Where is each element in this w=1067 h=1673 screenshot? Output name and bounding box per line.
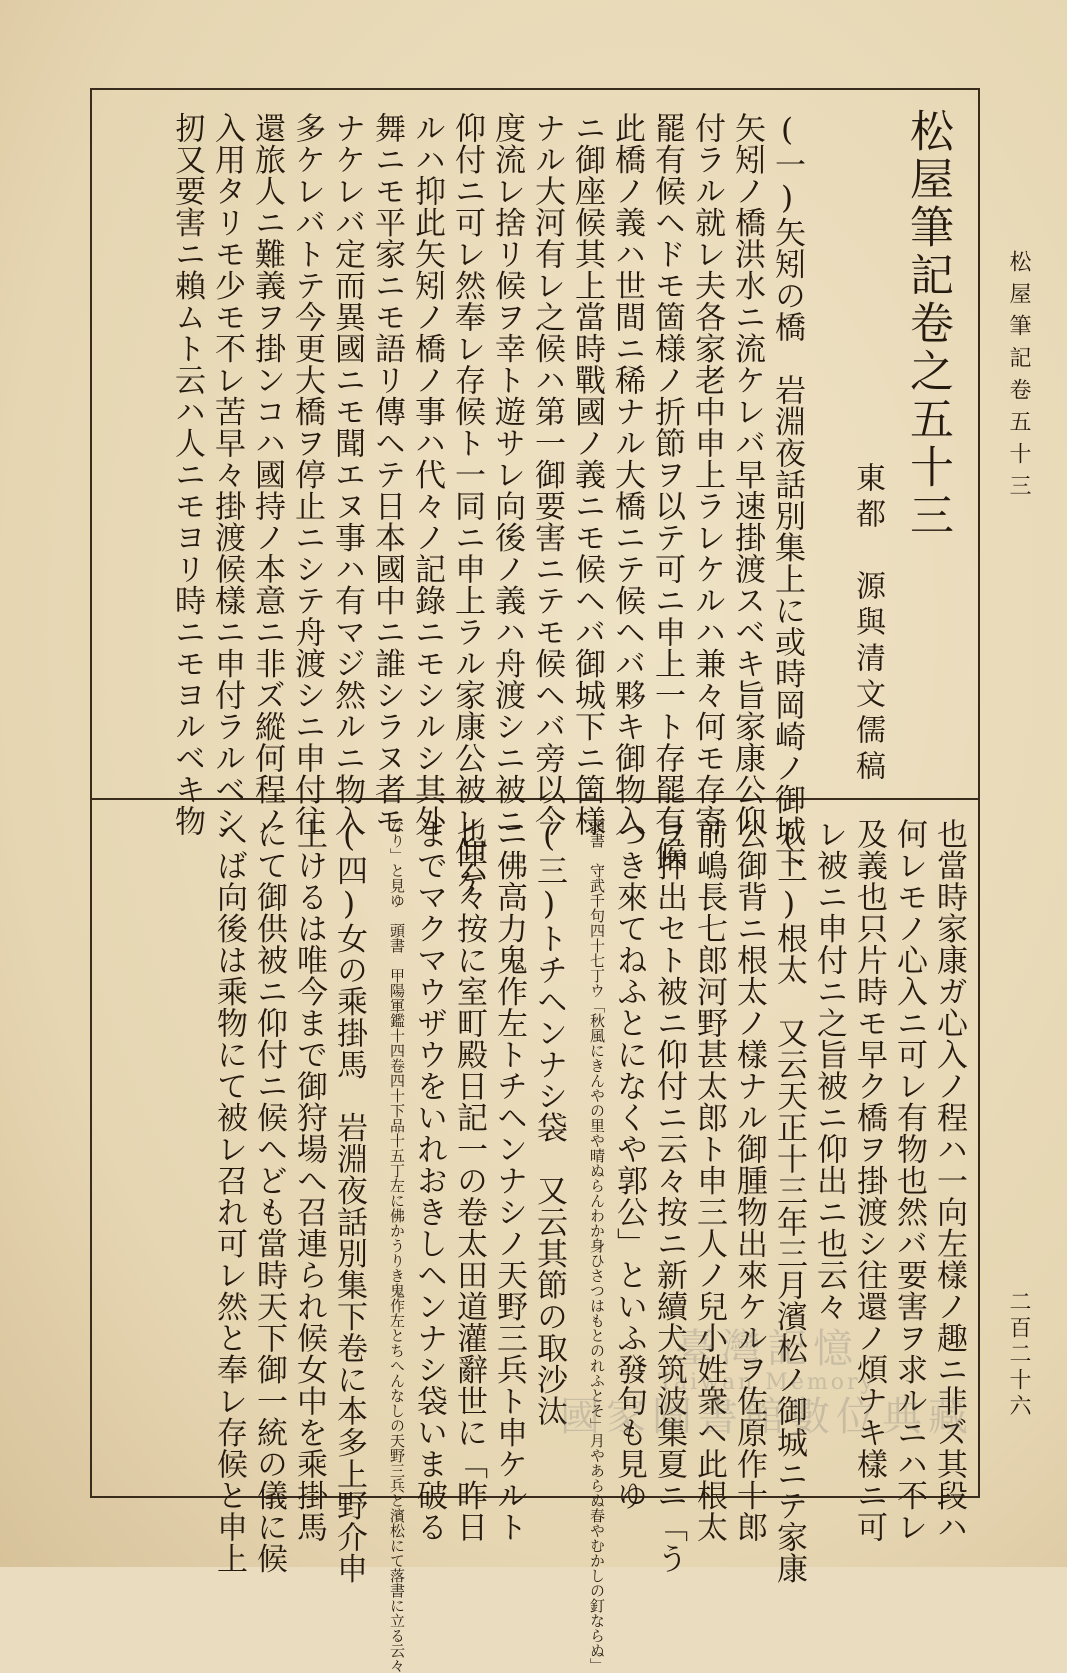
lower-text-column: までマクマウザウをいれおきしヘンナシ袋いま破る — [411, 818, 447, 1543]
lower-text-column: (二)根太 又云天正十三年三月濱松ノ御城ニテ家康 — [771, 818, 807, 1584]
watermark-title: 臺灣記憶 — [675, 1326, 859, 1372]
author-byline: 東都 源與清文儒稿 — [850, 462, 885, 786]
watermark-logo — [557, 1327, 977, 1447]
lower-text-column: へば向後は乘物にて被レ召れ可レ然と奉レ存候と申上 — [211, 818, 247, 1574]
lower-text-column: 公御背ニ根太ノ樣ナル御腫物出來ケルヲ佐原作十郎 — [731, 818, 767, 1543]
lower-text-column: にて御供被ニ仰付ニ候へども當時天下御一統の儀に候 — [251, 818, 287, 1574]
upper-text-column: ナケレバ定而異國ニモ聞エヌ事ハ有マジ然ルニ物入 — [329, 112, 365, 837]
upper-text-column: ニ御座候其上當時戰國ノ義ニモ候ヘバ御城下ニ箇様 — [569, 112, 605, 837]
upper-text-column: ルハ抑此矢矧ノ橋ノ事ハ代々ノ記錄ニモシルシ其外 — [409, 112, 445, 837]
upper-text-column: 還旅人ニ難義ヲ掛ンコハ國持ノ本意ニ非ズ縱何程ノ — [249, 112, 285, 837]
upper-text-column: 入用タリモ少モ不レ苦早々掛渡候樣ニ申付ラルベシ — [209, 112, 245, 837]
lower-text-column: 上けるは唯今まで御狩場へ召連られ候女中を乘掛馬 — [291, 818, 327, 1543]
lower-text-column: 何レモノ心入ニ可レ有物也然バ要害ヲ求ルニハ不レ — [891, 818, 927, 1543]
page-number: 二百二十六 — [1006, 1290, 1031, 1420]
upper-text-column: 仰付ニ可レ然奉レ存候ト一同ニ申上ラル家康公被レ仰ケ — [449, 112, 485, 900]
upper-text-column: ナル大河有レ之候ハ第一御要害ニテモ候ヘバ旁以今 — [529, 112, 565, 837]
upper-text-column: 多ケレバトテ今更大橋ヲ停止ニシテ舟渡シニ申付往 — [289, 112, 325, 837]
lower-text-column: 也云々按に室町殿日記一の卷太田道灌辭世に「昨日 — [451, 818, 487, 1543]
headnote-column: 頭書 守武千句四十七丁ウ「秋風にきんやの里や晴ぬらんわか身ひさつはもとのれふとそ」月やあらぬ春やむかしの釘ならぬ」 — [588, 818, 606, 1673]
lower-text-column: 及義也只片時モ早ク橋ヲ掛渡シ往還ノ煩ナキ樣ニ可 — [851, 818, 887, 1543]
lower-text-column: ヲ押出セト被ニ仰付ニ云々按ニ新續犬筑波集夏ニ「う — [651, 818, 687, 1574]
upper-text-column: 扨又要害ニ賴ムト云ハ人ニモヨリ時ニモヨルベキ物 — [169, 112, 205, 837]
lower-text-column: 前嶋長七郎河野甚太郎ト申三人ノ兒小姓衆ヘ此根太 — [691, 818, 727, 1543]
headnote-column: なり」と見ゆ 頭書 甲陽軍鑑十四卷四十下品十五丁左に佛かうりき鬼作左とちへんなしの天野三兵と濱松にて落書に立る云々 — [388, 818, 406, 1673]
upper-text-column: 度流レ捨リ候ヲ幸ト遊サレ向後ノ義ハ舟渡シニ被ニ — [489, 112, 525, 837]
lower-text-column: つき來てねふとになくや郭公」といふ發句も見ゆ — [611, 818, 647, 1511]
lower-text-column: (四)女の乘掛馬 岩淵夜話別集下卷に本多上野介申 — [331, 818, 367, 1584]
running-head: 松屋筆記卷五十三 — [1006, 250, 1031, 506]
watermark-library: 國家圖書館數位典藏 — [560, 1394, 974, 1441]
lower-text-column: レ被ニ申付ニ之旨被ニ仰出ニ也云々 — [811, 818, 847, 1322]
upper-text-column: 舞ニモ平家ニモ語リ傳ヘテ日本國中ニ誰シラヌ者モ — [369, 112, 405, 837]
upper-text-column: 矢矧ノ橋洪水ニ流ケレバ早速掛渡スベキ旨家康公仰 — [729, 112, 765, 837]
lower-text-column: ニ佛高力鬼作左トチヘンナシノ天野三兵ト申ケルト — [491, 818, 527, 1543]
lower-text-column: (三)トチヘンナシ袋 又云其節の取沙汰 — [531, 818, 567, 1427]
upper-text-column: 此橋ノ義ハ世間ニ稀ナル大橋ニテ候ヘバ夥キ御物入 — [609, 112, 645, 837]
upper-text-column: 罷有候ヘドモ箇様ノ折節ヲ以テ可ニ申上一ト存罷有候 — [649, 112, 685, 868]
watermark-english: Taiwan Memory — [658, 1370, 876, 1395]
lower-text-column: 也當時家康ガ心入ノ程ハ一向左樣ノ趣ニ非ズ其段ハ — [931, 818, 967, 1543]
volume-title: 松屋筆記卷之五十三 — [902, 108, 953, 540]
upper-text-column: (一)矢矧の橋 岩淵夜話別集上に或時岡崎ノ御城下 — [769, 112, 805, 878]
upper-text-column: 付ラル就レ夫各家老中申上ラレケルハ兼々何モ存寄 — [689, 112, 725, 837]
